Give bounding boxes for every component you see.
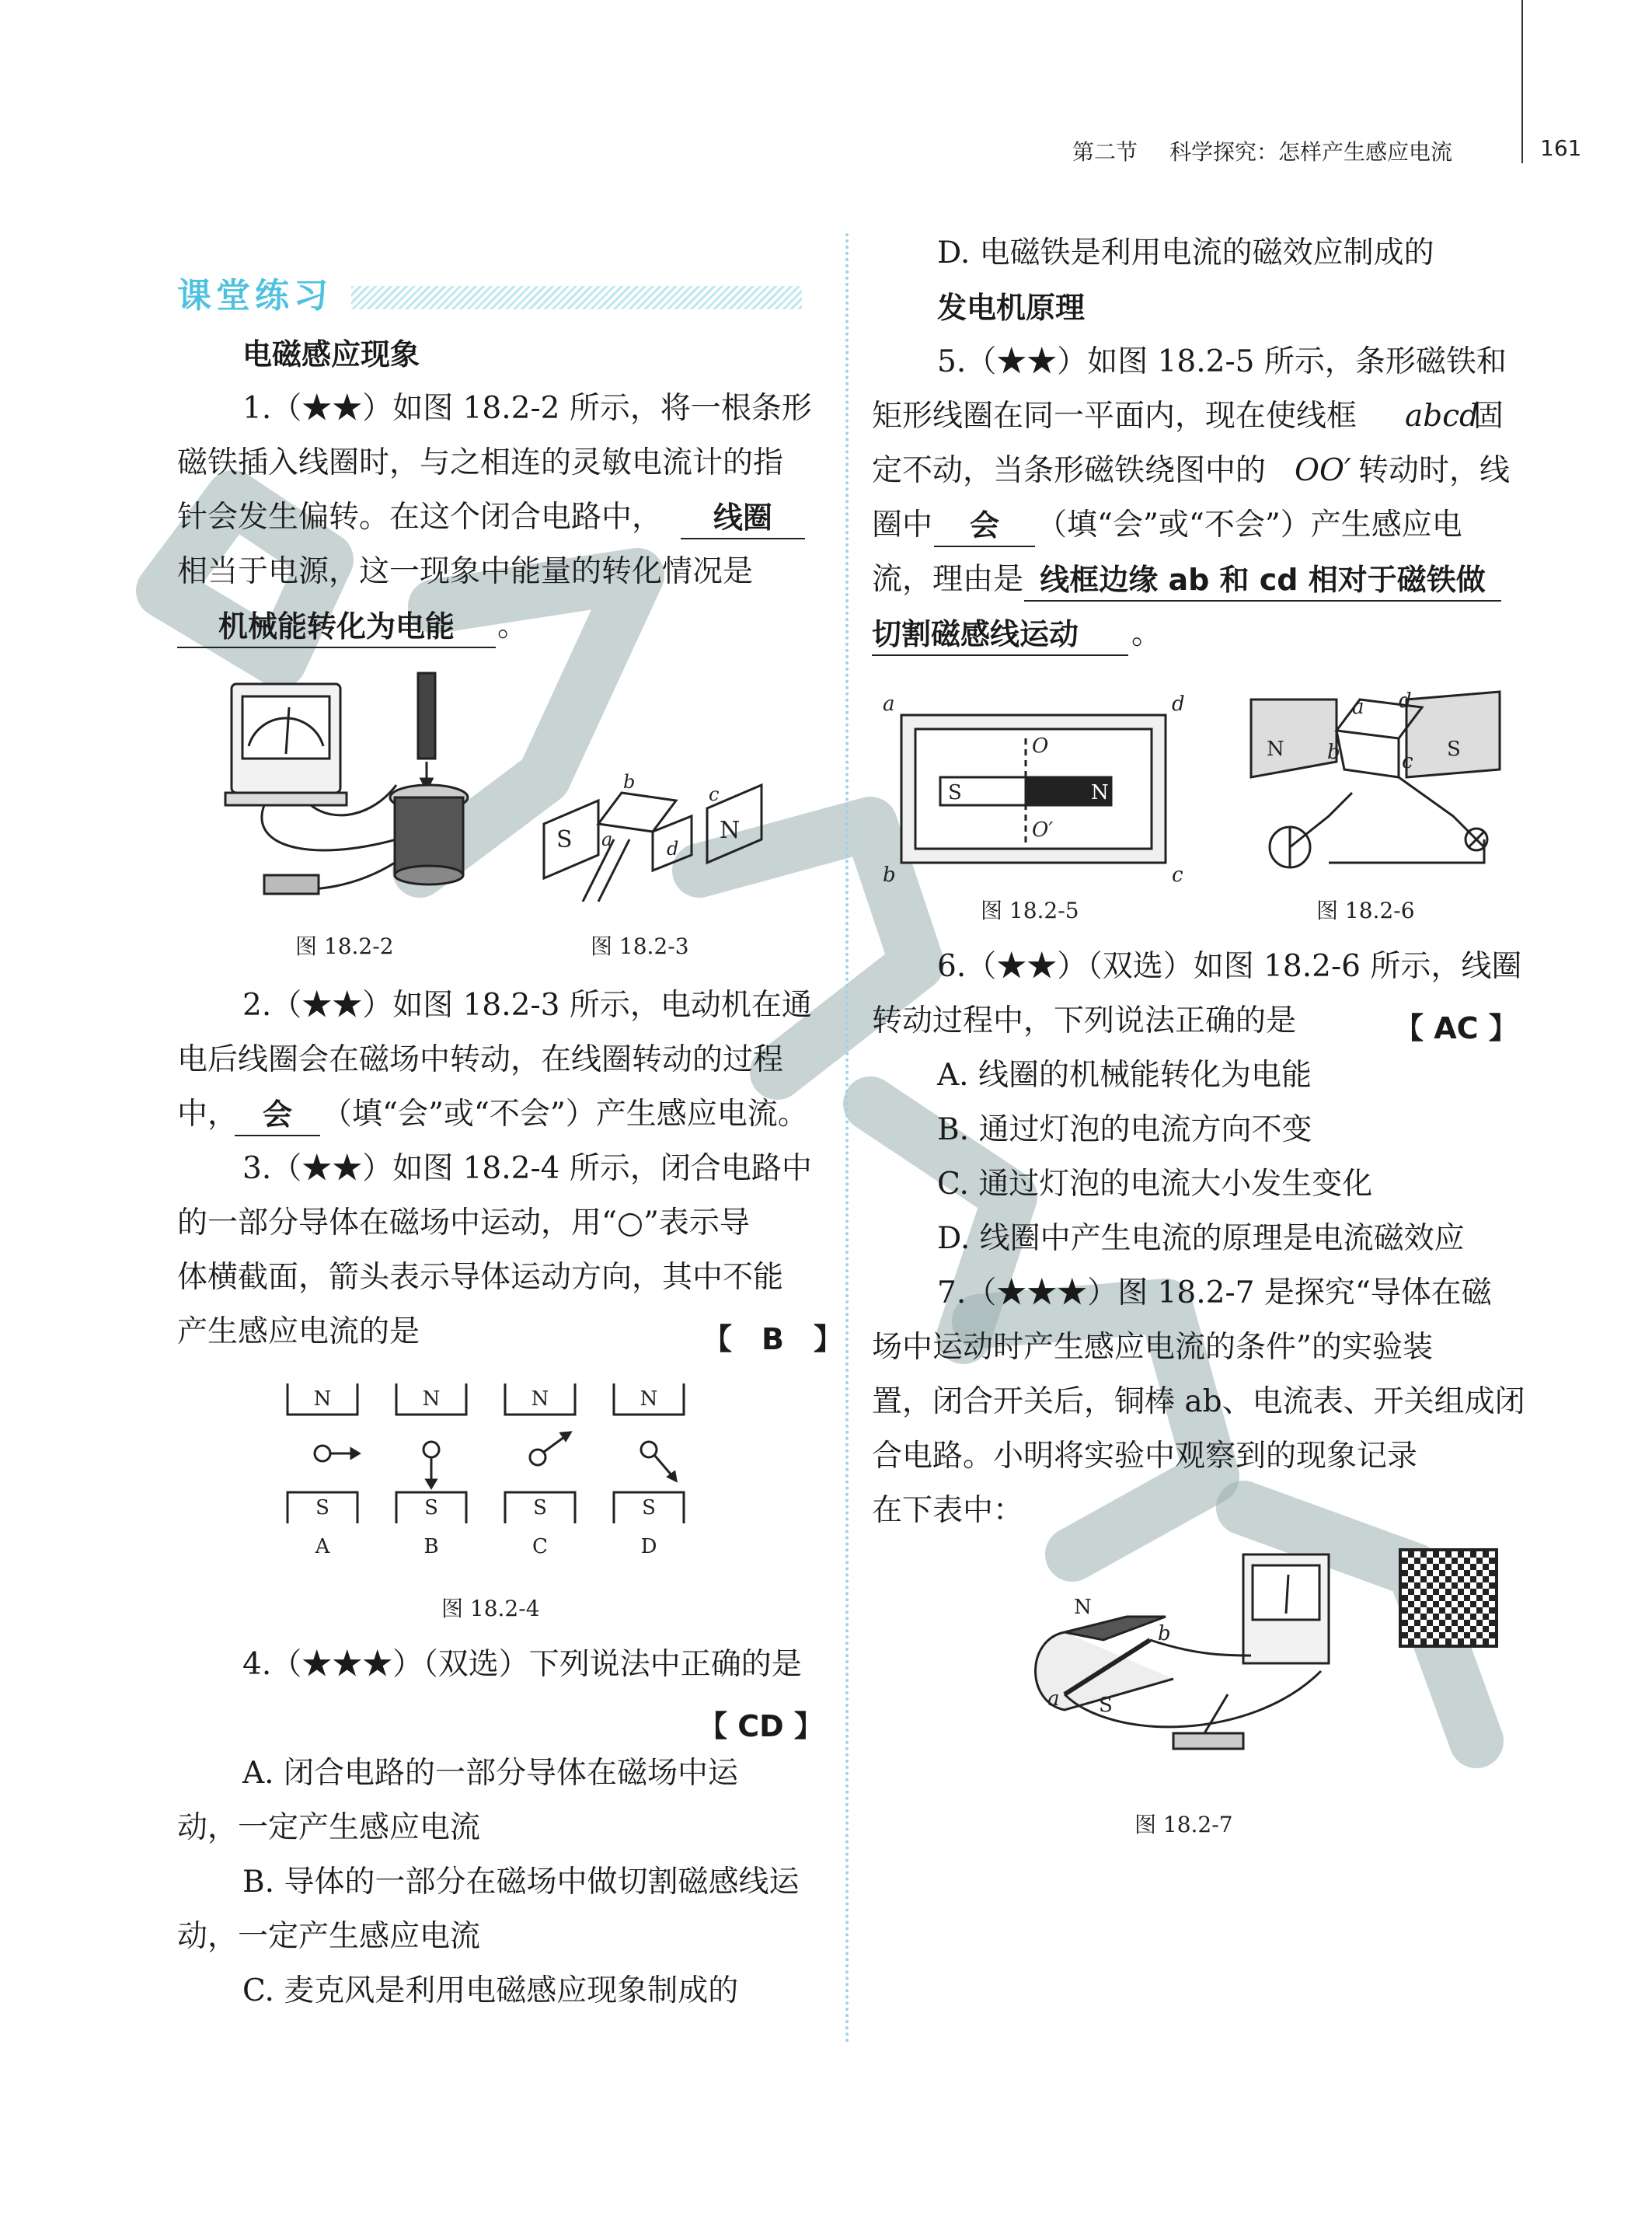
fig4-n-c: N bbox=[531, 1387, 549, 1411]
fig4-option-b: B bbox=[423, 1535, 439, 1558]
fig-18-2-4-caption: 图 18.2-4 bbox=[441, 1596, 540, 1621]
figure-18-2-4 bbox=[280, 1368, 715, 1570]
fig4-option-d: D bbox=[640, 1535, 657, 1558]
section-title-hatch bbox=[351, 286, 802, 309]
fig3-label-d: d bbox=[667, 838, 679, 860]
fig3-label-a: a bbox=[601, 829, 613, 850]
fig4-s-a: S bbox=[315, 1496, 329, 1519]
fig6-label-s: S bbox=[1447, 738, 1461, 761]
q5-line4b: （填“会”或“不会”）产生感应电 bbox=[1037, 508, 1462, 543]
q1-answer-1: 线圈 bbox=[681, 497, 805, 539]
q4-option-b2: 动，一定产生感应电流 bbox=[177, 1919, 481, 1954]
q7-line3: 置，闭合开关后，铜棒 ab、电流表、开关组成闭 bbox=[872, 1384, 1525, 1419]
fig5-label-b: b bbox=[883, 864, 896, 886]
fig-18-2-6-caption: 图 18.2-6 bbox=[1316, 898, 1415, 923]
q1-line1: 1.（★★）如图 18.2-2 所示，将一根条形 bbox=[242, 391, 812, 426]
section-title: 课堂练习 bbox=[177, 276, 333, 316]
fig3-label-s: S bbox=[556, 826, 573, 853]
fig6-label-n: N bbox=[1267, 738, 1284, 761]
q7-line2: 场中运动时产生感应电流的条件”的实验装 bbox=[872, 1330, 1433, 1365]
q1-line2: 磁铁插入线圈时，与之相连的灵敏电流计的指 bbox=[177, 445, 784, 480]
fig5-label-o2: O′ bbox=[1032, 818, 1054, 842]
fig7-label-b: b bbox=[1158, 1622, 1171, 1645]
figure-18-2-3 bbox=[536, 769, 769, 909]
figure-18-2-5 bbox=[878, 692, 1189, 886]
q5-line3b: 转动时，线 bbox=[1358, 453, 1511, 488]
header-section: 第二节 bbox=[1072, 139, 1138, 165]
fig4-option-c: C bbox=[532, 1535, 548, 1558]
fig5-label-d: d bbox=[1172, 693, 1185, 716]
q4-line1: 4.（★★★）（双选）下列说法中正确的是 bbox=[242, 1647, 802, 1682]
fig4-s-b: S bbox=[424, 1496, 438, 1519]
fig4-n-a: N bbox=[313, 1387, 332, 1411]
figure-18-2-6 bbox=[1243, 684, 1507, 886]
fig5-label-s: S bbox=[948, 781, 962, 804]
fig4-option-a: A bbox=[315, 1535, 330, 1558]
q5-line5: 流，理由是 bbox=[872, 562, 1024, 597]
q5-line3a: 定不动，当条形磁铁绕图中的 bbox=[872, 453, 1267, 488]
q5-line2a: 矩形线圈在同一平面内，现在使线框 bbox=[872, 399, 1357, 434]
q4-option-d-note: 发电机原理 bbox=[937, 291, 1086, 325]
q1-end: 。 bbox=[497, 609, 528, 644]
header-topic: 科学探究：怎样产生感应电流 bbox=[1169, 139, 1453, 165]
q5-line4a: 圈中 bbox=[872, 508, 933, 543]
q5-abcd: abcd bbox=[1405, 399, 1479, 434]
q6-option-a: A. 线圈的机械能转化为电能 bbox=[937, 1058, 1312, 1093]
fig5-label-a: a bbox=[883, 693, 895, 716]
q6-option-b: B. 通过灯泡的电流方向不变 bbox=[937, 1112, 1312, 1147]
q5-end: 。 bbox=[1131, 616, 1162, 651]
column-divider bbox=[845, 233, 849, 2044]
fig6-label-c: c bbox=[1402, 750, 1413, 773]
fig5-label-n: N bbox=[1091, 781, 1109, 804]
q1-line4: 相当于电源，这一现象中能量的转化情况是 bbox=[177, 554, 754, 589]
fig4-n-b: N bbox=[422, 1387, 441, 1411]
fig6-label-a: a bbox=[1352, 696, 1364, 719]
q4-option-d: D. 电磁铁是利用电流的磁效应制成的 bbox=[937, 236, 1434, 270]
fig7-label-s: S bbox=[1099, 1694, 1113, 1717]
fig-18-2-7-caption: 图 18.2-7 bbox=[1134, 1812, 1233, 1837]
q6-option-c: C. 通过灯泡的电流大小发生变化 bbox=[937, 1167, 1373, 1202]
fig7-label-a: a bbox=[1047, 1687, 1060, 1711]
fig-18-2-5-caption: 图 18.2-5 bbox=[981, 898, 1079, 923]
q2-answer: 会 bbox=[235, 1094, 320, 1136]
fig-18-2-3-caption: 图 18.2-3 bbox=[591, 933, 689, 959]
q5-answer-2: 线框边缘 ab 和 cd 相对于磁铁做 bbox=[1024, 560, 1501, 602]
q7-line5: 在下表中： bbox=[872, 1493, 1024, 1528]
figure-18-2-7 bbox=[1018, 1539, 1375, 1772]
fig3-label-c: c bbox=[709, 783, 720, 805]
q6-option-d: D. 线圈中产生电流的原理是电流磁效应 bbox=[937, 1221, 1465, 1256]
q4-answer: 【 CD 】 bbox=[698, 1709, 824, 1743]
q1-line3: 针会发生偏转。在这个闭合电路中， bbox=[177, 500, 663, 535]
q2-line3b: （填“会”或“不会”）产生感应电流。 bbox=[322, 1097, 808, 1132]
subsection-title: 电磁感应现象 bbox=[242, 337, 420, 372]
q4-option-a1: A. 闭合电路的一部分导体在磁场中运 bbox=[242, 1756, 738, 1791]
fig6-label-d: d bbox=[1399, 689, 1412, 713]
q6-line1: 6.（★★）（双选）如图 18.2-6 所示，线圈 bbox=[937, 949, 1522, 984]
fig4-n-d: N bbox=[640, 1387, 658, 1411]
qr-code bbox=[1399, 1548, 1498, 1648]
q5-answer-3: 切割磁感线运动 bbox=[872, 614, 1128, 656]
q5-oo: OO′ bbox=[1295, 453, 1351, 488]
q2-line3a: 中， bbox=[177, 1097, 239, 1132]
page-number: 161 bbox=[1540, 135, 1582, 161]
q6-line2: 转动过程中，下列说法正确的是 bbox=[872, 1003, 1297, 1038]
q3-line3: 体横截面，箭头表示导体运动方向，其中不能 bbox=[177, 1260, 784, 1295]
q4-option-c: C. 麦克风是利用电磁感应现象制成的 bbox=[242, 1973, 739, 2008]
q7-line1: 7.（★★★）图 18.2-7 是探究“导体在磁 bbox=[937, 1275, 1492, 1310]
q4-option-a2: 动，一定产生感应电流 bbox=[177, 1810, 481, 1845]
fig4-s-d: S bbox=[642, 1496, 656, 1519]
q1-answer-2: 机械能转化为电能 bbox=[177, 606, 496, 648]
fig7-label-n: N bbox=[1074, 1596, 1092, 1619]
fig4-s-c: S bbox=[533, 1496, 547, 1519]
fig6-label-b: b bbox=[1327, 741, 1340, 764]
q2-line2: 电后线圈会在磁场中转动，在线圈转动的过程 bbox=[177, 1042, 784, 1077]
q5-answer-1: 会 bbox=[934, 505, 1035, 547]
q2-line1: 2.（★★）如图 18.2-3 所示，电动机在通 bbox=[242, 988, 812, 1023]
q3-answer: 【 B 】 bbox=[702, 1322, 843, 1356]
header-rule bbox=[1521, 0, 1523, 163]
q7-line4: 合电路。小明将实验中观察到的现象记录 bbox=[872, 1439, 1418, 1474]
figure-18-2-2 bbox=[218, 668, 497, 902]
fig3-label-n: N bbox=[720, 817, 741, 844]
q3-line1: 3.（★★）如图 18.2-4 所示，闭合电路中 bbox=[242, 1151, 812, 1186]
q5-line2b: 固 bbox=[1473, 399, 1504, 434]
fig5-label-c: c bbox=[1172, 864, 1183, 886]
q3-line4: 产生感应电流的是 bbox=[177, 1314, 420, 1349]
fig3-label-b: b bbox=[623, 771, 636, 793]
q6-answer: 【 AC 】 bbox=[1394, 1011, 1518, 1045]
q4-option-b1: B. 导体的一部分在磁场中做切割磁感线运 bbox=[242, 1865, 800, 1900]
fig5-label-o: O bbox=[1032, 734, 1049, 758]
q5-line1: 5.（★★）如图 18.2-5 所示，条形磁铁和 bbox=[937, 344, 1507, 379]
q3-line2: 的一部分导体在磁场中运动，用“○”表示导 bbox=[177, 1205, 750, 1240]
fig-18-2-2-caption: 图 18.2-2 bbox=[295, 933, 394, 959]
